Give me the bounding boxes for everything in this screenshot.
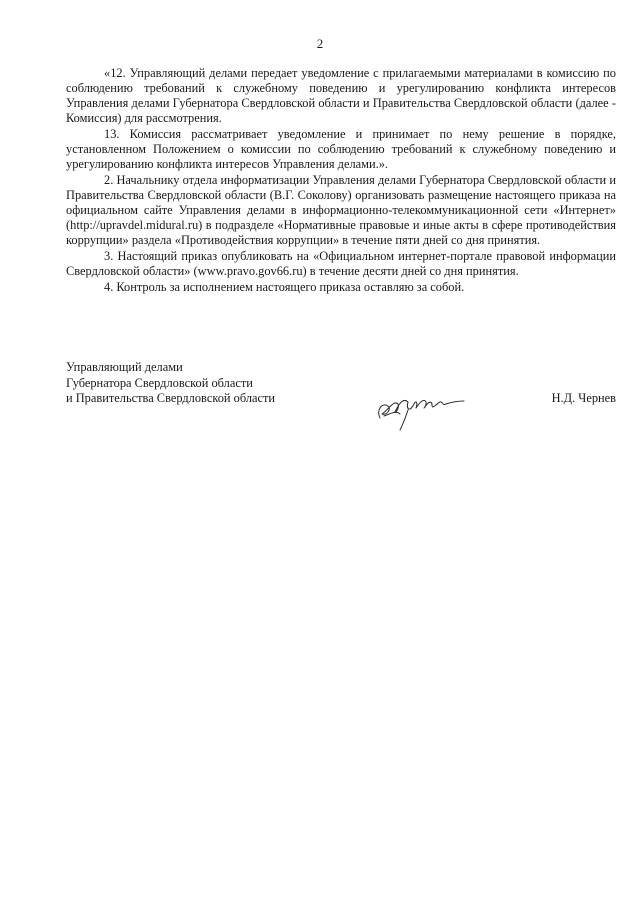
signer-title bbox=[66, 360, 275, 407]
paragraph-item-12: «12. Управляющий делами передает уведомление с прилагаемыми материалами в комиссию по соблюдению требований к служебному поведению и урегулированию конфликта интересов Управления делами Губернатора Свердловской области и Правительства Свердловской области (далее - Комиссия) для рассмотрения. bbox=[66, 66, 616, 125]
signature-block bbox=[66, 360, 616, 440]
signer-title-line: и Правительства Свердловской области bbox=[66, 391, 276, 405]
page-number: 2 bbox=[316, 36, 324, 51]
signer-name: Н.Д. Чернев bbox=[551, 391, 616, 405]
paragraph-point-3: 3. Настоящий приказ опубликовать на «Официальном интернет-портале правовой информации Свердловской области» (www.pravo.gov66.ru) в течение десяти дней со дня принятия. bbox=[66, 249, 616, 278]
paragraph-item-13: 13. Комиссия рассматривает уведомление и принимает по нему решение в порядке, установленном Положением о комиссии по соблюдению требований к служебному поведению и урегулированию конфликта интересов Управления делами.». bbox=[66, 127, 616, 171]
paragraph-point-2: 2. Начальнику отдела информатизации Управления делами Губернатора Свердловской области и Правительства Свердловской области (В.Г. Соколову) организовать размещение настоящего приказа на официальном сайте Управления делами в информационно-телекоммуникационной сети «Интернет» (http://upravdel.midural.ru) в подразделе «Нормативные правовые и иные акты в сфере противодействия коррупции» раздела «Противодействия коррупции» в течение пяти дней со дня принятия. bbox=[66, 173, 616, 247]
document-body bbox=[66, 66, 616, 296]
signer-title-line: Губернатора Свердловской области bbox=[66, 375, 253, 390]
handwritten-signature bbox=[370, 380, 470, 432]
signer-title-line: Управляющий делами bbox=[66, 360, 183, 374]
paragraph-point-4: 4. Контроль за исполнением настоящего приказа оставляю за собой. bbox=[104, 280, 465, 294]
